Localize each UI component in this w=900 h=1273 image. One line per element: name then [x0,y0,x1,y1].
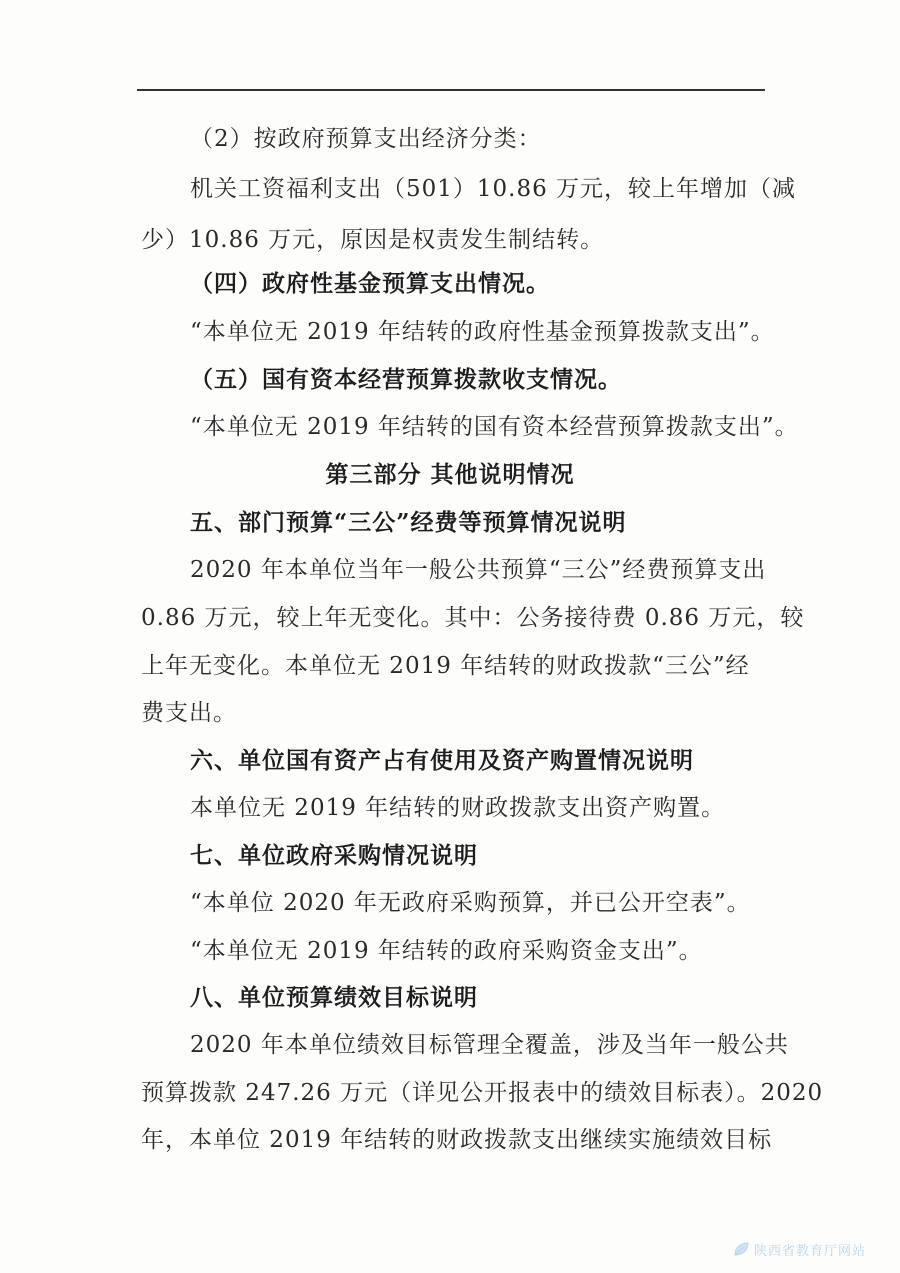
paragraph-line: 上年无变化。本单位无 2019 年结转的财政拨款“三公”经 [141,653,750,679]
paragraph-line: 少）10.86 万元，原因是权责发生制结转。 [141,227,605,253]
header-rule [137,89,765,91]
paragraph-line: 年，本单位 2019 年结转的财政拨款支出继续实施绩效目标 [141,1127,773,1153]
paragraph-line: “本单位无 2019 年结转的政府采购资金支出”。 [190,938,703,964]
section-heading: 八、单位预算绩效目标说明 [190,984,478,1011]
section-heading: 五、部门预算“三公”经费等预算情况说明 [190,509,627,536]
section-heading: （四）政府性基金预算支出情况。 [190,270,550,297]
paragraph-line: 2020 年本单位绩效目标管理全覆盖，涉及当年一般公共 [190,1032,789,1058]
paragraph-line: 机关工资福利支出（501）10.86 万元，较上年增加（减 [190,176,797,202]
section-heading: 六、单位国有资产占有使用及资产购置情况说明 [190,747,694,774]
paragraph-line: “本单位无 2019 年结转的政府性基金预算拨款支出”。 [190,319,775,345]
part-title: 第三部分 其他说明情况 [325,461,575,488]
paragraph-line: 费支出。 [141,700,237,726]
subsection-economic-classification: （2）按政府预算支出经济分类： [190,126,542,152]
leaf-icon [732,1240,750,1258]
paragraph-line: 本单位无 2019 年结转的财政拨款支出资产购置。 [190,795,726,821]
section-heading: 七、单位政府采购情况说明 [190,842,478,869]
paragraph-line: 预算拨款 247.26 万元（详见公开报表中的绩效目标表）。2020 [141,1080,824,1106]
paragraph-line: 0.86 万元，较上年无变化。其中：公务接待费 0.86 万元，较 [141,605,805,631]
paragraph-line: “本单位无 2019 年结转的国有资本经营预算拨款支出”。 [190,414,799,440]
section-heading: （五）国有资本经营预算拨款收支情况。 [190,366,622,393]
watermark-text: 陕西省教育厅网站 [754,1244,867,1259]
paragraph-line: 2020 年本单位当年一般公共预算“三公”经费预算支出 [190,557,767,583]
paragraph-line: “本单位 2020 年无政府采购预算，并已公开空表”。 [190,890,751,916]
